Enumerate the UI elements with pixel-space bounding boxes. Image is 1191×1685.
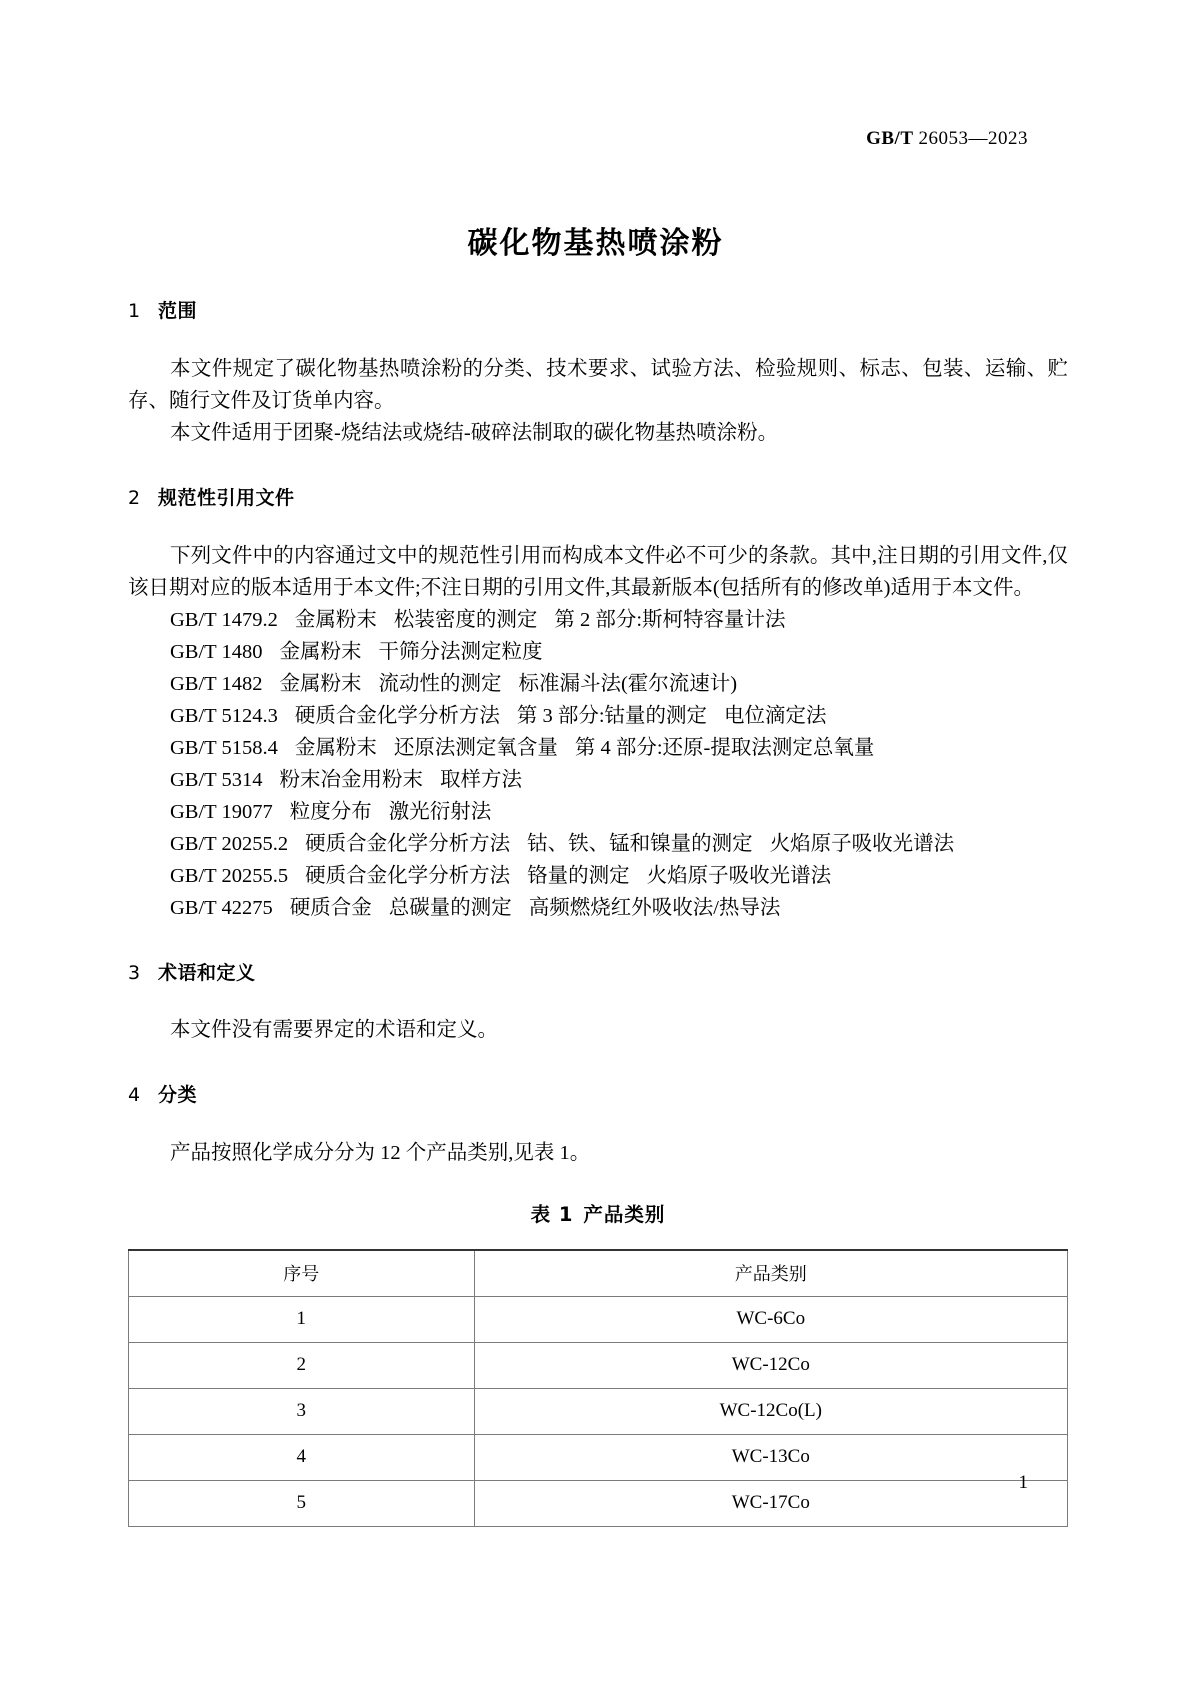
section-heading-1 [128, 300, 1068, 323]
table-row [129, 1388, 1068, 1434]
reference-part: 取样方法 [439, 768, 522, 791]
section-3-paragraph-1: 本文件没有需要界定的术语和定义。 [170, 1019, 498, 1042]
table-caption-label: 表 1 [530, 1203, 574, 1227]
table-header-row [129, 1250, 1068, 1296]
reference-code: GB/T 19077 [170, 800, 273, 823]
table-row [129, 1296, 1068, 1342]
reference-title: 金属粉末 [294, 736, 377, 759]
reference-title: 硬质合金化学分析方法 [305, 832, 511, 855]
cell-no: 5 [129, 1480, 475, 1526]
table-caption-title: 产品类别 [583, 1203, 666, 1227]
cell-category: WC-13Co [474, 1434, 1067, 1480]
running-header [0, 128, 1191, 150]
reference-item [128, 828, 1068, 860]
cell-category: WC-17Co [474, 1480, 1067, 1526]
reference-item [128, 700, 1068, 732]
reference-part: 钴、铁、锰和镍量的测定 [527, 832, 753, 855]
reference-item [128, 604, 1068, 636]
reference-extra: 第 2 部分:斯柯特容量计法 [554, 608, 786, 631]
cell-category: WC-12Co [474, 1342, 1067, 1388]
page-title: 碳化物基热喷涂粉 [467, 226, 724, 261]
normative-reference-list [128, 604, 1068, 924]
reference-title: 金属粉末 [279, 640, 362, 663]
column-header-no: 序号 [129, 1250, 475, 1296]
page-number: 1 [1018, 1472, 1028, 1493]
reference-code: GB/T 5158.4 [170, 736, 278, 759]
section-number-4: 4 [128, 1084, 141, 1107]
cell-no: 4 [129, 1434, 475, 1480]
section-title-3: 术语和定义 [158, 961, 256, 984]
reference-code: GB/T 1480 [170, 640, 263, 663]
reference-part: 流动性的测定 [378, 672, 502, 695]
reference-code: GB/T 5314 [170, 768, 263, 791]
cell-category: WC-6Co [474, 1296, 1067, 1342]
section-heading-2 [128, 487, 1068, 510]
reference-title: 硬质合金化学分析方法 [294, 704, 500, 727]
reference-title: 硬质合金 [289, 896, 372, 919]
reference-title: 金属粉末 [279, 672, 362, 695]
reference-extra: 高频燃烧红外吸收法/热导法 [528, 896, 781, 919]
standard-prefix: GB/T [866, 128, 914, 149]
reference-part: 铬量的测定 [527, 864, 630, 887]
section-title-2: 规范性引用文件 [158, 486, 295, 509]
reference-part: 激光衍射法 [388, 800, 492, 823]
cell-category: WC-12Co(L) [474, 1388, 1067, 1434]
reference-part: 松装密度的测定 [393, 608, 538, 631]
reference-part: 干筛分法测定粒度 [378, 640, 543, 663]
section-number-3: 3 [128, 961, 141, 984]
reference-code: GB/T 20255.5 [170, 864, 289, 887]
section-heading-3 [128, 962, 1068, 985]
reference-part: 还原法测定氧含量 [393, 736, 558, 759]
section-title-1: 范围 [158, 300, 198, 322]
section-title-4: 分类 [158, 1084, 198, 1107]
section-4-paragraph-1: 产品按照化学成分分为 12 个产品类别,见表 1。 [170, 1142, 591, 1165]
cell-no: 2 [129, 1342, 475, 1388]
section-heading-4 [128, 1084, 1068, 1107]
cell-no: 1 [129, 1296, 475, 1342]
reference-item [128, 796, 1068, 828]
reference-item [128, 636, 1068, 668]
reference-part: 第 3 部分:钴量的测定 [516, 704, 708, 727]
reference-extra: 火焰原子吸收光谱法 [769, 832, 955, 855]
reference-code: GB/T 42275 [170, 896, 273, 919]
standard-number: 26053—2023 [918, 128, 1028, 149]
table-caption [128, 1199, 1068, 1227]
cell-no: 3 [129, 1388, 475, 1434]
reference-code: GB/T 1482 [170, 672, 263, 695]
page-footer [0, 1472, 1191, 1494]
reference-extra: 标准漏斗法(霍尔流速计) [518, 672, 738, 695]
section-1-paragraph-1: 本文件规定了碳化物基热喷涂粉的分类、技术要求、试验方法、检验规则、标志、包装、运输、贮存、随行文件及订货单内容。 [128, 357, 1068, 412]
section-2-paragraph-1: 下列文件中的内容通过文中的规范性引用而构成本文件必不可少的条款。其中,注日期的引用文件,仅该日期对应的版本适用于本文件;不注日期的引用文件,其最新版本(包括所有的修改单)适用于本文件。 [128, 544, 1068, 599]
reference-item [128, 732, 1068, 764]
column-header-category: 产品类别 [474, 1250, 1067, 1296]
reference-item [128, 668, 1068, 700]
reference-extra: 火焰原子吸收光谱法 [646, 864, 832, 887]
reference-code: GB/T 20255.2 [170, 832, 289, 855]
reference-item [128, 892, 1068, 924]
section-number-2: 2 [128, 486, 141, 509]
reference-code: GB/T 5124.3 [170, 704, 278, 727]
reference-title: 硬质合金化学分析方法 [305, 864, 511, 887]
reference-title: 金属粉末 [294, 608, 377, 631]
table-row [129, 1342, 1068, 1388]
section-number-1: 1 [128, 300, 141, 322]
reference-title: 粒度分布 [289, 800, 372, 823]
reference-part: 总碳量的测定 [388, 896, 512, 919]
reference-title: 粉末冶金用粉末 [279, 768, 423, 791]
reference-item [128, 764, 1068, 796]
section-1-paragraph-2: 本文件适用于团聚-烧结法或烧结-破碎法制取的碳化物基热喷涂粉。 [170, 421, 779, 444]
document-body [128, 300, 1068, 1527]
reference-extra: 电位滴定法 [724, 704, 827, 727]
reference-extra: 第 4 部分:还原-提取法测定总氧量 [574, 736, 875, 759]
reference-item [128, 860, 1068, 892]
reference-code: GB/T 1479.2 [170, 608, 278, 631]
